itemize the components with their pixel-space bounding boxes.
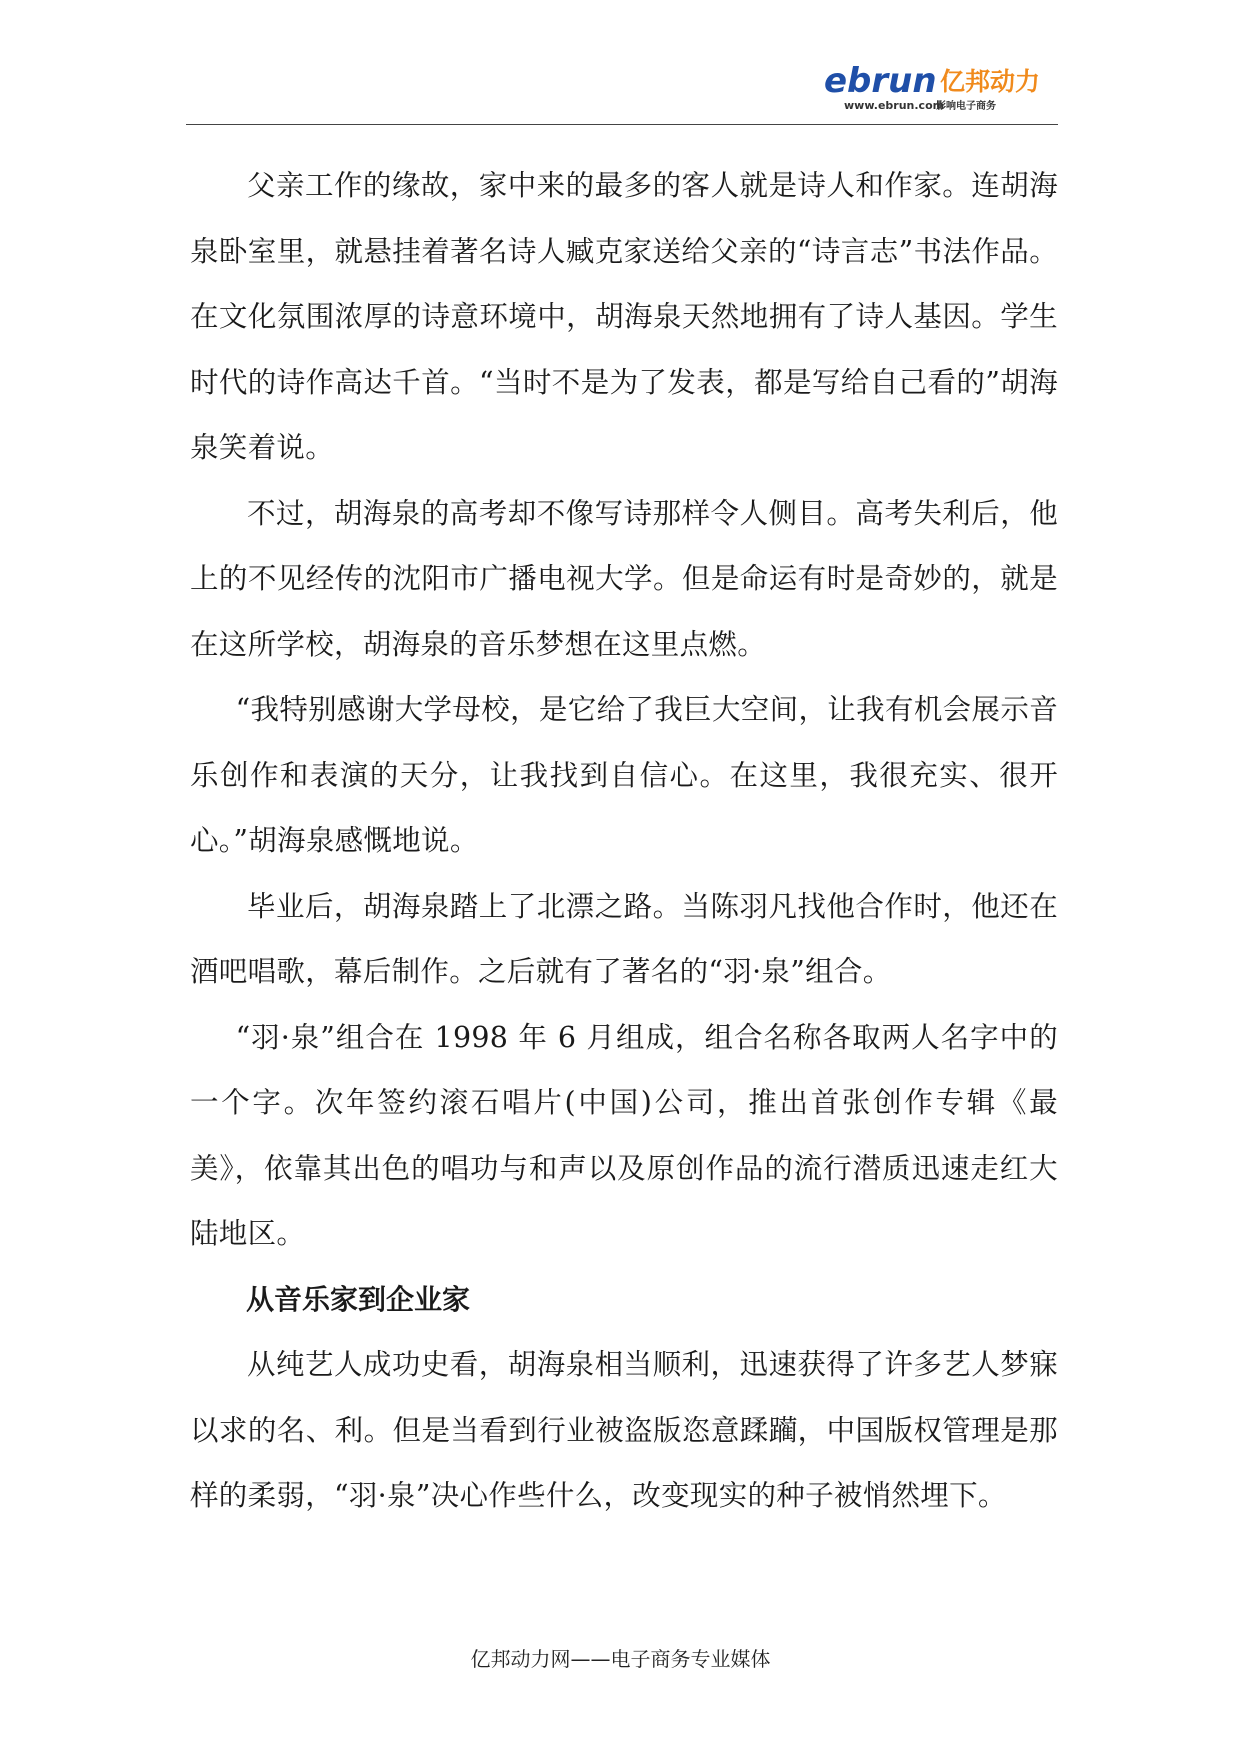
ebrun-logo-graphic xyxy=(824,60,1054,114)
paragraph-1: 父亲工作的缘故，家中来的最多的客人就是诗人和作家。连胡海泉卧室里，就悬挂着著名诗人臧克家送给父亲的“诗言志”书法作品。在文化氛围浓厚的诗意环境中，胡海泉天然地拥有了诗人基因。学生时代的诗作高达千首。“当时不是为了发表，都是写给自己看的”胡海泉笑着说。 xyxy=(190,169,1058,464)
header-divider xyxy=(186,124,1058,125)
logo-cn: 亿邦动力 xyxy=(940,67,1041,96)
article-body xyxy=(190,153,1058,1529)
section-heading: 从音乐家到企业家 xyxy=(246,1282,471,1316)
logo-tagline: 影响电子商务 xyxy=(936,101,996,112)
page-header xyxy=(186,56,1058,124)
logo-url: www.ebrun.com xyxy=(844,99,945,112)
page-footer: 亿邦动力网——电子商务专业媒体 xyxy=(470,1647,771,1671)
paragraph-6: 从纯艺人成功史看，胡海泉相当顺利，迅速获得了许多艺人梦寐以求的名、利。但是当看到行业被盗版恣意蹂躏，中国版权管理是那样的柔弱，“羽·泉”决心作些什么，改变现实的种子被悄然埋下。 xyxy=(190,1348,1058,1512)
paragraph-5: “羽·泉”组合在 1998 年 6 月组成，组合名称各取两人名字中的一个字。次年签约滚石唱片(中国)公司，推出首张创作专辑《最美》，依靠其出色的唱功与和声以及原创作品的流行潜质迅速走红大陆地区。 xyxy=(190,1020,1058,1250)
paragraph-4: 毕业后，胡海泉踏上了北漂之路。当陈羽凡找他合作时，他还在酒吧唱歌，幕后制作。之后就有了著名的“羽·泉”组合。 xyxy=(190,889,1058,988)
ebrun-logo[interactable] xyxy=(824,60,1054,114)
logo-latin: ebrun xyxy=(824,61,937,101)
paragraph-2: 不过，胡海泉的高考却不像写诗那样令人侧目。高考失利后，他上的不见经传的沈阳市广播电视大学。但是命运有时是奇妙的，就是在这所学校，胡海泉的音乐梦想在这里点燃。 xyxy=(190,496,1058,661)
paragraph-3: “我特别感谢大学母校，是它给了我巨大空间，让我有机会展示音乐创作和表演的天分，让我找到自信心。在这里，我很充实、很开心。”胡海泉感慨地说。 xyxy=(190,693,1058,857)
